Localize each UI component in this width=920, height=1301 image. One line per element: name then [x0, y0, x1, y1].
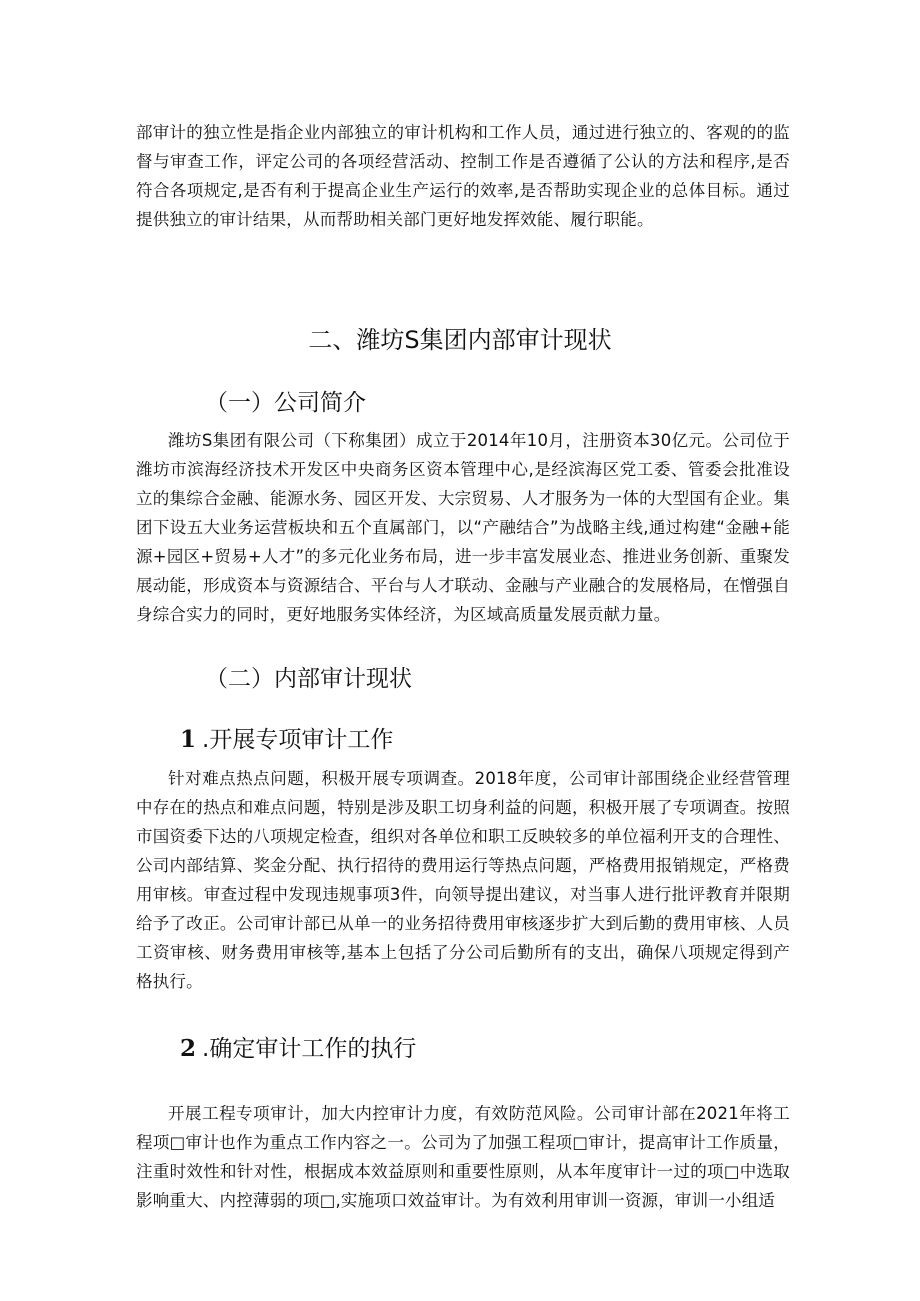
item-title: .确定审计工作的执行 [202, 1036, 417, 1062]
subsection-heading-company-profile: （一）公司简介 [205, 390, 366, 416]
audit-execution-paragraph: 开展工程专项审计，加大内控审计力度，有效防范风险。公司审计部在2021年将工程项□审计也作为重点工作内容之一。公司为了加强工程项□审计，提高审计工作质量，注重时效性和针对性，根据成本效益原则和重要性原则，从本年度审计一过的项□中选取影响重大、内控薄弱的项□,实施项口效益审计。为有效利用审训一资源，审训一小组适 [136, 1104, 790, 1210]
subsection-heading-internal-audit-status: （二）内部审计现状 [205, 666, 412, 692]
section-title: 二、潍坊S集团内部审计现状 [308, 326, 612, 354]
item-heading-special-audit [180, 723, 393, 757]
item-title: .开展专项审计工作 [202, 727, 394, 753]
special-audit-paragraph: 针对难点热点问题，积极开展专项调查。2018年度，公司审计部围绕企业经营管理中存在的热点和难点问题，特别是涉及职工切身利益的问题，积极开展了专项调查。按照市国资委下达的八项规定检查，组织对各单位和职工反映较多的单位福利开支的合理性、公司内部结算、奖金分配、执行招待的费用运行等热点问题，严格费用报销规定，严格费用审核。审查过程中发现违规事项3件，向领导提出建议，对当事人进行批评教育并限期给予了改正。公司审计部已从单一的业务招待费用审核逐步扩大到后勤的费用审核、人员工资审核、财务费用审核等,基本上包括了分公司后勤所有的支出，确保八项规定得到产格执行。 [136, 769, 790, 991]
item-heading-audit-execution [180, 1032, 416, 1066]
company-profile-paragraph: 潍坊S集团有限公司（下称集团）成立于2014年10月，注册资本30亿元。公司位于潍坊市滨海经济技术开发区中央商务区资本管理中心,是经滨海区党工委、管委会批准设立的集综合金融、能源水务、园区开发、大宗贸易、人才服务为一体的大型国有企业。集团下设五大业务运营板块和五个直属部门，以“产融结合”为战略主线,通过构建“金融+能源+园区+贸易+人才”的多元化业务布局，进一步丰富发展业态、推进业务创新、重聚发展动能，形成资本与资源结合、平台与人才联动、金融与产业融合的发展格局，在憎强自身综合实力的同时，更好地服务实体经济，为区域高质量发展贡献力量。 [136, 431, 790, 624]
item-number: 2 [180, 1035, 197, 1062]
intro-paragraph: 部审计的独立性是指企业内部独立的审计机构和工作人员，通过进行独立的、客观的的监督与审查工作，评定公司的各项经营活动、控制工作是否遵循了公认的方法和程序,是否符合各项规定,是否有利于提高企业生产运行的效率,是否帮助实现企业的总体目标。通过提供独立的审计结果，从而帮助相关部门更好地发挥效能、履行职能。 [136, 123, 790, 229]
item-number: 1 [180, 726, 197, 753]
